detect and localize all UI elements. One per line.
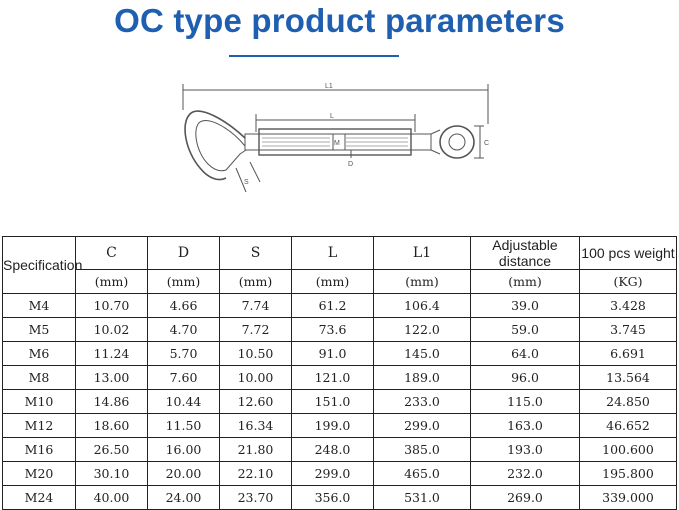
page-title: OC type product parameters: [114, 2, 565, 39]
value-cell: 21.80: [220, 438, 292, 462]
spec-cell: M10: [3, 390, 76, 414]
table-header-row: [3, 237, 677, 270]
value-cell: 3.428: [580, 294, 677, 318]
value-cell: 18.60: [76, 414, 148, 438]
value-cell: 3.745: [580, 318, 677, 342]
value-cell: 195.800: [580, 462, 677, 486]
value-cell: 4.66: [148, 294, 220, 318]
spec-cell: M24: [3, 486, 76, 510]
diagram-label-s: S: [244, 179, 249, 186]
value-cell: 10.00: [220, 366, 292, 390]
col-unit-l: (mm): [292, 270, 374, 294]
value-cell: 106.4: [374, 294, 471, 318]
col-head-l: L: [292, 237, 374, 270]
diagram-label-l1: L1: [325, 83, 333, 90]
col-head-d: D: [148, 237, 220, 270]
col-unit-l1: (mm): [374, 270, 471, 294]
parameter-table: [2, 236, 677, 510]
value-cell: 7.60: [148, 366, 220, 390]
value-cell: 6.691: [580, 342, 677, 366]
table-row: [3, 414, 677, 438]
value-cell: 145.0: [374, 342, 471, 366]
spec-cell: M5: [3, 318, 76, 342]
col-head-adjustable-distance: Adjustable distance: [471, 237, 580, 270]
table-row: [3, 342, 677, 366]
value-cell: 100.600: [580, 438, 677, 462]
value-cell: 13.00: [76, 366, 148, 390]
value-cell: 91.0: [292, 342, 374, 366]
diagram-label-l: L: [330, 113, 334, 120]
table-row: [3, 390, 677, 414]
diagram-label-m: M: [334, 140, 340, 147]
spec-cell: M6: [3, 342, 76, 366]
value-cell: 14.86: [76, 390, 148, 414]
col-unit-weight: (KG): [580, 270, 677, 294]
value-cell: 465.0: [374, 462, 471, 486]
value-cell: 64.0: [471, 342, 580, 366]
turnbuckle-diagram: [0, 72, 679, 222]
value-cell: 16.34: [220, 414, 292, 438]
spec-cell: M4: [3, 294, 76, 318]
value-cell: 22.10: [220, 462, 292, 486]
table-row: [3, 486, 677, 510]
table-row: [3, 438, 677, 462]
col-head-s: S: [220, 237, 292, 270]
value-cell: 356.0: [292, 486, 374, 510]
col-unit-d: (mm): [148, 270, 220, 294]
value-cell: 299.0: [374, 414, 471, 438]
value-cell: 531.0: [374, 486, 471, 510]
value-cell: 13.564: [580, 366, 677, 390]
value-cell: 151.0: [292, 390, 374, 414]
col-head-c: C: [76, 237, 148, 270]
value-cell: 96.0: [471, 366, 580, 390]
col-head-l1: L1: [374, 237, 471, 270]
value-cell: 30.10: [76, 462, 148, 486]
table-unit-row: [3, 270, 677, 294]
value-cell: 5.70: [148, 342, 220, 366]
value-cell: 121.0: [292, 366, 374, 390]
title-underline: [229, 55, 399, 57]
value-cell: 73.6: [292, 318, 374, 342]
value-cell: 10.02: [76, 318, 148, 342]
col-unit-adjustable-distance: (mm): [471, 270, 580, 294]
value-cell: 232.0: [471, 462, 580, 486]
value-cell: 12.60: [220, 390, 292, 414]
value-cell: 39.0: [471, 294, 580, 318]
value-cell: 4.70: [148, 318, 220, 342]
value-cell: 10.70: [76, 294, 148, 318]
table-row: [3, 462, 677, 486]
spec-cell: M12: [3, 414, 76, 438]
col-head-weight: 100 pcs weight: [580, 237, 677, 270]
table-row: [3, 294, 677, 318]
spec-cell: M20: [3, 462, 76, 486]
diagram-label-c: C: [484, 140, 490, 147]
value-cell: 20.00: [148, 462, 220, 486]
col-unit-s: (mm): [220, 270, 292, 294]
value-cell: 199.0: [292, 414, 374, 438]
value-cell: 299.0: [292, 462, 374, 486]
value-cell: 248.0: [292, 438, 374, 462]
value-cell: 24.850: [580, 390, 677, 414]
value-cell: 26.50: [76, 438, 148, 462]
value-cell: 385.0: [374, 438, 471, 462]
spec-cell: M8: [3, 366, 76, 390]
value-cell: 233.0: [374, 390, 471, 414]
value-cell: 61.2: [292, 294, 374, 318]
value-cell: 115.0: [471, 390, 580, 414]
value-cell: 189.0: [374, 366, 471, 390]
value-cell: 10.50: [220, 342, 292, 366]
value-cell: 23.70: [220, 486, 292, 510]
value-cell: 24.00: [148, 486, 220, 510]
value-cell: 122.0: [374, 318, 471, 342]
spec-cell: M16: [3, 438, 76, 462]
value-cell: 269.0: [471, 486, 580, 510]
value-cell: 11.50: [148, 414, 220, 438]
diagram-label-d: D: [348, 161, 354, 168]
value-cell: 11.24: [76, 342, 148, 366]
value-cell: 10.44: [148, 390, 220, 414]
table-row: [3, 366, 677, 390]
value-cell: 40.00: [76, 486, 148, 510]
value-cell: 16.00: [148, 438, 220, 462]
value-cell: 7.72: [220, 318, 292, 342]
col-unit-c: (mm): [76, 270, 148, 294]
value-cell: 193.0: [471, 438, 580, 462]
value-cell: 59.0: [471, 318, 580, 342]
value-cell: 46.652: [580, 414, 677, 438]
eye-shape: [440, 126, 474, 158]
spec-header-cell: Specification: [3, 237, 76, 294]
table-row: [3, 318, 677, 342]
value-cell: 163.0: [471, 414, 580, 438]
value-cell: 7.74: [220, 294, 292, 318]
value-cell: 339.000: [580, 486, 677, 510]
